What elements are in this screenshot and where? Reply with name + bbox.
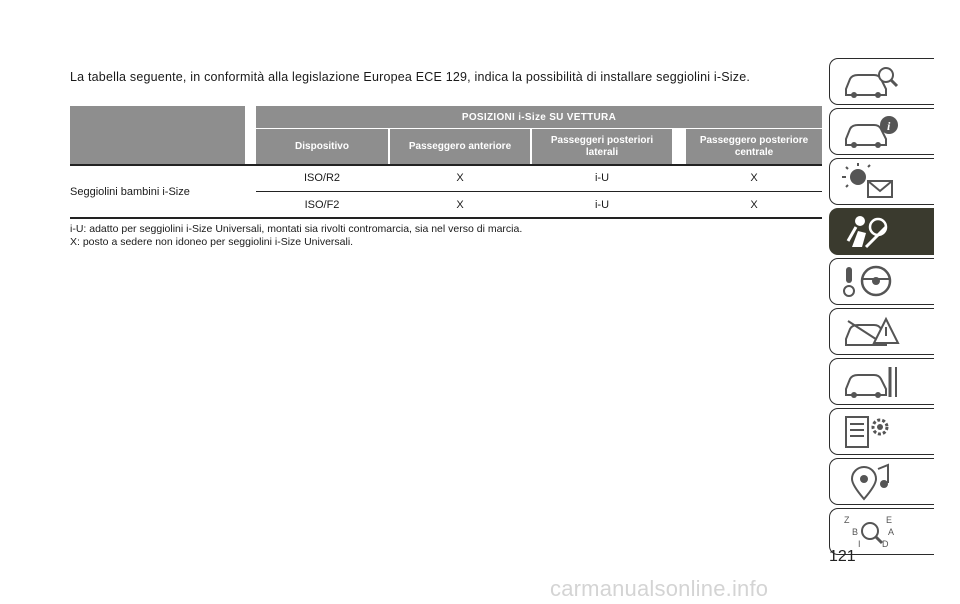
watermark: carmanualsonline.info <box>550 576 769 601</box>
svg-text:A: A <box>888 527 895 537</box>
svg-text:i: i <box>887 119 891 133</box>
specs-gear-icon <box>842 413 902 451</box>
light-message-icon <box>842 163 902 201</box>
table-cell: i-U <box>594 172 610 184</box>
svg-text:D: D <box>882 539 889 549</box>
group-header: POSIZIONI i-Size SU VETTURA <box>256 106 822 128</box>
table-cell: ISO/R2 <box>303 172 341 184</box>
row-label: Seggiolini bambini i-Size <box>70 186 190 198</box>
table-cell: X <box>456 172 464 184</box>
intro-paragraph: La tabella seguente, in conformità alla legislazione Europea ECE 129, indica la possibilità di installare seggiolini i-Size. <box>70 70 751 84</box>
table-cell: ISO/F2 <box>304 199 340 211</box>
tab-light-message[interactable] <box>829 158 934 205</box>
media-navigation-icon <box>842 463 902 501</box>
table-cell: X <box>750 172 758 184</box>
tab-media-navigation[interactable] <box>829 458 934 505</box>
key-steering-icon <box>842 263 902 301</box>
svg-text:Z: Z <box>844 515 850 525</box>
tab-car-info[interactable] <box>829 108 934 155</box>
table-bottom-divider <box>70 217 822 219</box>
table-cell: i-U <box>594 199 610 211</box>
table-cell: X <box>456 199 464 211</box>
tab-safety[interactable] <box>829 208 934 255</box>
alphabet-search-icon <box>842 513 902 551</box>
column-header-rear-center: Passeggero posteriore centrale <box>686 129 822 164</box>
header-empty-cell <box>70 106 245 164</box>
header-divider <box>70 164 822 166</box>
table-cell: X <box>750 199 758 211</box>
car-tools-icon <box>842 363 902 401</box>
tab-car-search[interactable] <box>829 58 934 105</box>
page-number: 121 <box>829 548 856 565</box>
airbag-safety-icon <box>842 213 902 251</box>
car-warning-icon <box>842 313 902 351</box>
footnote: i-U: adatto per seggiolini i-Size Universali, montati sia rivolti contromarcia, sia nel verso di marcia. <box>70 223 523 235</box>
svg-text:E: E <box>886 515 893 525</box>
tab-car-warning[interactable] <box>829 308 934 355</box>
svg-text:B: B <box>852 527 859 537</box>
column-header-rear-side: Passeggeri posteriori laterali <box>532 129 672 164</box>
tab-specs[interactable] <box>829 408 934 455</box>
car-info-icon <box>842 113 902 151</box>
column-header-device: Dispositivo <box>256 129 388 164</box>
tab-car-tools[interactable] <box>829 358 934 405</box>
tab-key-steering[interactable] <box>829 258 934 305</box>
row-divider <box>256 191 822 192</box>
car-search-icon <box>842 63 902 101</box>
footnote: X: posto a sedere non idoneo per seggiolini i-Size Universali. <box>70 236 354 248</box>
svg-text:I: I <box>858 539 861 549</box>
footnotes <box>70 223 522 249</box>
column-header-front-passenger: Passeggero anteriore <box>390 129 530 164</box>
